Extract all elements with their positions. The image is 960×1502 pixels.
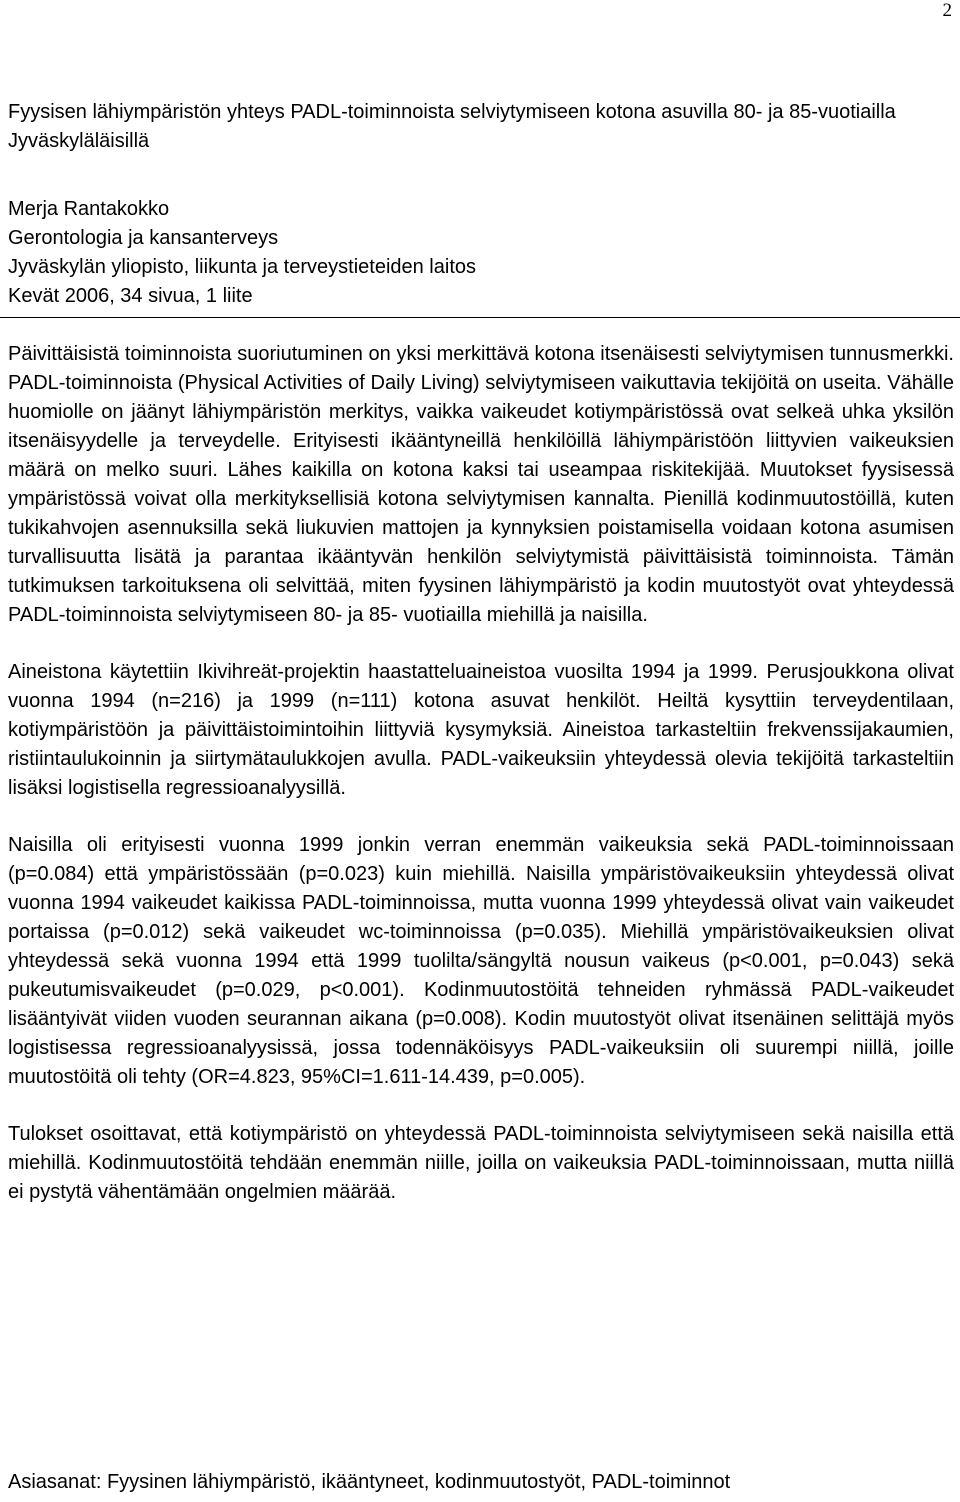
subject-field: Gerontologia ja kansanterveys <box>8 227 279 249</box>
term-and-pages: Kevät 2006, 34 sivua, 1 liite <box>8 285 253 307</box>
page-number: 2 <box>942 0 952 21</box>
document-title: Fyysisen lähiympäristön yhteys PADL-toiminnoista selviytymiseen kotona asuvilla 80- ja 85-vuotiailla Jyväskyläläisillä <box>8 101 896 152</box>
horizontal-divider <box>0 317 960 318</box>
abstract-paragraph-background: Päivittäisistä toiminnoista suoriutuminen on yksi merkittävä kotona itsenäisesti selviytymisen tunnusmerkki. PADL-toiminnoista (Physical Activities of Daily Living) selviytymiseen vaikuttavia tekijöitä on useita. Vähälle huomiolle on jäänyt lähiympäristön merkitys, vaikka vaikeudet kotiympäristössä ovat selkeä uhka yksilön itsenäisyydelle ja terveydelle. Erityisesti ikääntyneillä henkilöillä lähiympäristöön liittyvien vaikeuksien määrä on melko suuri. Lähes kaikilla on kotona kaksi tai useampaa riskitekijää. Muutokset fyysisessä ympäristössä voivat olla merkityksellisiä kotona selviytymisen kannalta. Pienillä kodinmuutostöillä, kuten tukikahvojen asennuksilla sekä liukuvien mattojen ja kynnyksien poistamisella voidaan kotona asumisen turvallisuutta lisätä ja parantaa ikääntyvän henkilön selviytymistä päivittäisistä toiminnoista. Tämän tutkimuksen tarkoituksena oli selvittää, miten fyysinen lähiympäristö ja kodin muutostyöt ovat yhteydessä PADL-toiminnoista selviytymiseen 80- ja 85- vuotiailla miehillä ja naisilla. <box>8 343 954 626</box>
document-meta <box>8 195 954 311</box>
department-name: Jyväskylän yliopisto, liikunta ja terveystieteiden laitos <box>8 256 476 278</box>
abstract-paragraph-results: Naisilla oli erityisesti vuonna 1999 jonkin verran enemmän vaikeuksia sekä PADL-toiminnoissaan (p=0.084) että ympäristössään (p=0.023) kuin miehillä. Naisilla ympäristövaikeuksiin yhteydessä olivat vuonna 1994 vaikeudet kaikissa PADL-toiminnoissa, mutta vuonna 1999 yhteydessä olivat vain vaikeudet portaissa (p=0.012) sekä vaikeudet wc-toiminnoissa (p=0.035). Miehillä ympäristövaikeuksien olivat yhteydessä sekä vuonna 1994 että 1999 tuolilta/sängyltä nousun vaikeus (p<0.001, p=0.043) sekä pukeutumisvaikeudet (p=0.029, p<0.001). Kodinmuutostöitä tehneiden ryhmässä PADL-vaikeudet lisääntyivät viiden vuoden seurannan aikana (p=0.008). Kodin muutostyöt olivat itsenäinen selittäjä myös logistisessa regressioanalyysissä, jossa todennäköisyys PADL-vaikeuksiin oli suurempi niillä, joille muutostöitä oli tehty (OR=4.823, 95%CI=1.611-14.439, p=0.005). <box>8 834 954 1088</box>
author-name: Merja Rantakokko <box>8 198 170 220</box>
abstract-paragraph-methods: Aineistona käytettiin Ikivihreät-projektin haastatteluaineistoa vuosilta 1994 ja 1999. Perusjoukkona olivat vuonna 1994 (n=216) ja 1999 (n=111) kotona asuvat henkilöt. Heiltä kysyttiin terveydentilaan, kotiympäristöön ja päivittäistoimintoihin liittyviä kysymyksiä. Aineistoa tarkasteltiin frekvenssijakaumien, ristiintaulukoinnin ja siirtymätaulukkojen avulla. PADL-vaikeuksiin yhteydessä olevia tekijöitä tarkasteltiin lisäksi logistisella regressioanalyysillä. <box>8 661 954 799</box>
abstract-paragraph-conclusions: Tulokset osoittavat, että kotiympäristö on yhteydessä PADL-toiminnoista selviytymiseen sekä naisilla että miehillä. Kodinmuutostöitä tehdään enemmän niille, joilla on vaikeuksia PADL-toiminnoissaan, mutta niillä ei pystytä vähentämään ongelmien määrää. <box>8 1123 954 1203</box>
abstract-body <box>8 340 954 1235</box>
keywords-line: Asiasanat: Fyysinen lähiympäristö, ikääntyneet, kodinmuutostyöt, PADL-toiminnot <box>8 1471 731 1493</box>
